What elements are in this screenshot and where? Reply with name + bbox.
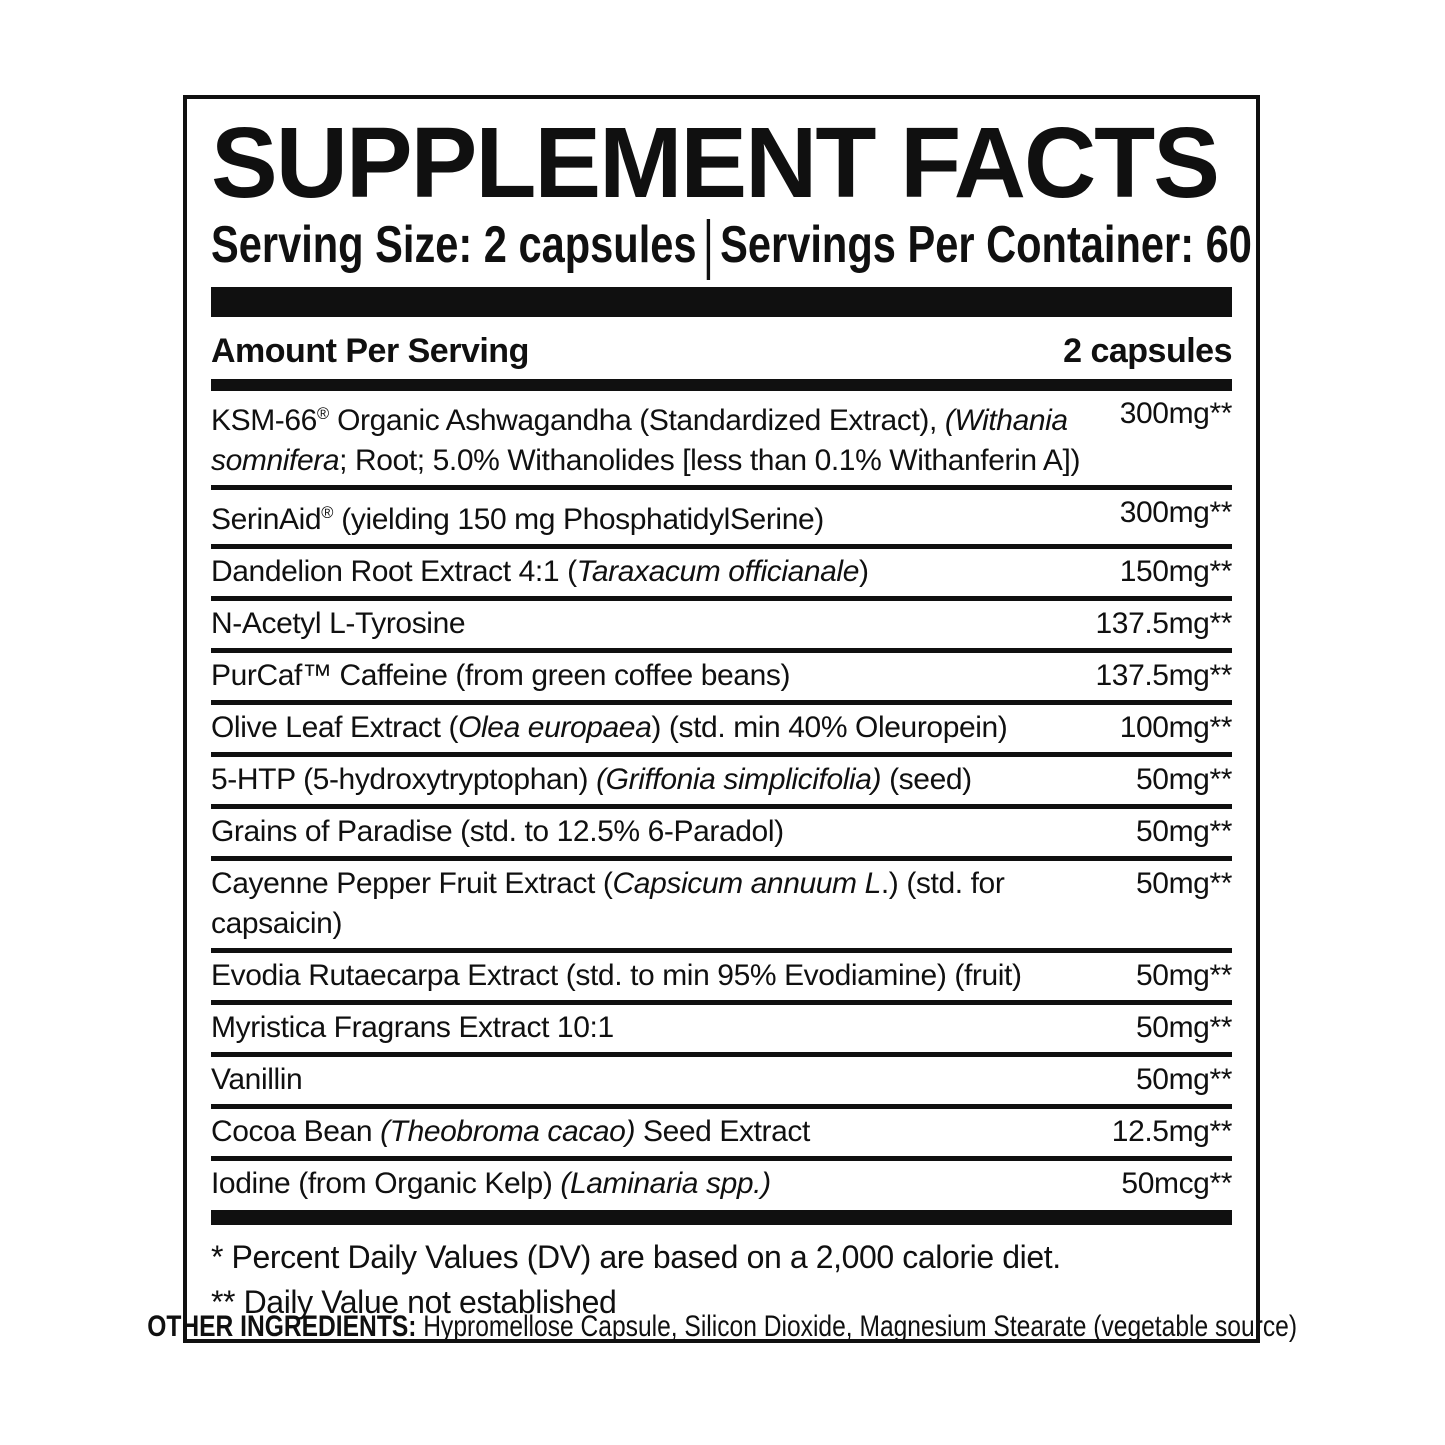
ingredient-name: [211, 656, 1078, 696]
supplement-facts-panel: [183, 95, 1260, 1343]
ingredient-name-segment: 5-HTP (5-hydroxytryptophan): [211, 763, 597, 797]
servings-per-container-text: Servings Per Container: 60: [720, 216, 1252, 274]
ingredient-name-segment: Capsicum annuum L: [612, 867, 881, 901]
ingredient-amount: 137.5mg**: [1095, 659, 1232, 693]
ingredient-name-segment: ; Root; 5.0% Withanolides [less than 0.1% Withanferin A]): [339, 444, 1081, 478]
ingredient-name-segment: Olea europaea: [458, 711, 652, 745]
ingredient-amount: 50mg**: [1136, 1063, 1232, 1097]
other-ingredients-text: Hypromellose Capsule, Silicon Dioxide, Magnesium Stearate (vegetable source): [416, 1310, 1298, 1343]
ingredient-name-segment: (Theobroma cacao): [380, 1115, 636, 1149]
ingredient-row: [211, 948, 1232, 1000]
serving-divider: |: [702, 208, 714, 282]
ingredient-amount: 12.5mg**: [1111, 1115, 1232, 1149]
ingredient-row: [211, 700, 1232, 752]
ingredient-name-segment: ) (std. min 40% Oleuropein): [651, 711, 1008, 745]
ingredient-name-segment: Iodine (from Organic Kelp): [211, 1167, 561, 1201]
ingredient-name: [211, 864, 1118, 944]
amount-per-serving-header: Amount Per Serving: [211, 332, 529, 371]
ingredient-row: [211, 1000, 1232, 1052]
ingredient-name-segment: (Withania somnifera: [211, 404, 1068, 478]
ingredient-name-segment: Vanillin: [211, 1063, 303, 1097]
ingredient-name: [211, 493, 1102, 540]
ingredient-row: [211, 596, 1232, 648]
ingredient-amount: 50mcg**: [1121, 1167, 1232, 1201]
ingredient-row: [211, 856, 1232, 948]
ingredient-name-segment: (yielding 150 mg PhosphatidylSerine): [333, 503, 824, 537]
ingredient-name: [211, 708, 1102, 748]
ingredient-row: [211, 752, 1232, 804]
ingredient-name: [211, 1008, 1118, 1048]
panel-title: SUPPLEMENT FACTS: [211, 107, 1218, 219]
ingredient-name-segment: (seed): [881, 763, 972, 797]
ingredient-name-segment: .) (std. for capsaicin): [211, 867, 1005, 941]
ingredient-amount: 50mg**: [1136, 959, 1232, 993]
ingredient-row: [211, 544, 1232, 596]
ingredient-name: [211, 956, 1118, 996]
separator-bar-bottom: [211, 1210, 1232, 1225]
ingredient-amount: 300mg**: [1119, 496, 1232, 530]
ingredient-amount: 50mg**: [1136, 867, 1232, 901]
other-ingredients-label: OTHER INGREDIENTS:: [147, 1310, 417, 1343]
ingredient-name: [211, 1112, 1094, 1152]
ingredient-amount: 150mg**: [1119, 555, 1232, 589]
ingredient-amount: 300mg**: [1119, 397, 1232, 431]
ingredient-name-segment: Taraxacum officianale: [576, 555, 859, 589]
ingredient-row: [211, 648, 1232, 700]
ingredient-name: [211, 394, 1102, 481]
ingredient-name: [211, 604, 1078, 644]
ingredient-row: [211, 804, 1232, 856]
ingredient-amount: 137.5mg**: [1095, 607, 1232, 641]
ingredient-amount: 100mg**: [1119, 711, 1232, 745]
footnote-daily-values: * Percent Daily Values (DV) are based on a 2,000 calorie diet.: [211, 1239, 1061, 1276]
other-ingredients-line: [0, 1310, 1445, 1344]
ingredient-name-segment: Myristica Fragrans Extract 10:1: [211, 1011, 614, 1045]
ingredient-name-segment: SerinAid: [211, 503, 322, 537]
separator-bar-header: [211, 379, 1232, 391]
ingredient-name-segment: Seed Extract: [635, 1115, 810, 1149]
ingredient-name-segment: N-Acetyl L-Tyrosine: [211, 607, 466, 641]
ingredient-name: [211, 552, 1102, 592]
ingredient-name-segment: Cocoa Bean: [211, 1115, 381, 1149]
ingredient-name-segment: Evodia Rutaecarpa Extract (std. to min 95% Evodiamine) (fruit): [211, 959, 1022, 993]
ingredient-name-segment: ®: [316, 405, 330, 424]
separator-bar-top: [211, 287, 1232, 317]
ingredient-amount: 50mg**: [1136, 763, 1232, 797]
per-serving-quantity-header: 2 capsules: [1063, 332, 1232, 371]
ingredient-amount: 50mg**: [1136, 815, 1232, 849]
ingredient-name: [211, 812, 1118, 852]
ingredient-name-segment: (Griffonia simplicifolia): [596, 763, 882, 797]
ingredient-name-segment: Cayenne Pepper Fruit Extract (: [211, 867, 613, 901]
ingredient-name-segment: PurCaf™ Caffeine (from green coffee beans): [211, 659, 791, 693]
ingredient-row: [211, 485, 1232, 544]
ingredient-name: [211, 1164, 1103, 1204]
ingredient-name-segment: Organic Ashwagandha (Standardized Extract),: [329, 404, 945, 438]
ingredient-row: [211, 1104, 1232, 1156]
ingredient-row: [211, 1156, 1232, 1208]
ingredient-name-segment: (Laminaria spp.): [560, 1167, 771, 1201]
ingredient-name-segment: Olive Leaf Extract (: [211, 711, 459, 745]
ingredient-rows: [211, 391, 1232, 1208]
ingredient-amount: 50mg**: [1136, 1011, 1232, 1045]
serving-info-line: [211, 208, 1252, 282]
other-ingredients-inner: [148, 1310, 1298, 1344]
ingredient-name-segment: KSM-66: [211, 404, 317, 438]
serving-size-text: Serving Size: 2 capsules: [211, 216, 697, 274]
ingredient-row: [211, 1052, 1232, 1104]
ingredient-name: [211, 1060, 1118, 1100]
ingredient-name-segment: ): [859, 555, 869, 589]
column-headers: [211, 332, 1232, 371]
footnote-not-established: ** Daily Value not established: [211, 1284, 617, 1321]
ingredient-name: [211, 760, 1118, 800]
ingredient-row: [211, 391, 1232, 485]
ingredient-name-segment: Dandelion Root Extract 4:1 (: [211, 555, 577, 589]
ingredient-name-segment: ®: [321, 504, 334, 523]
ingredient-name-segment: Grains of Paradise (std. to 12.5% 6-Paradol): [211, 815, 784, 849]
